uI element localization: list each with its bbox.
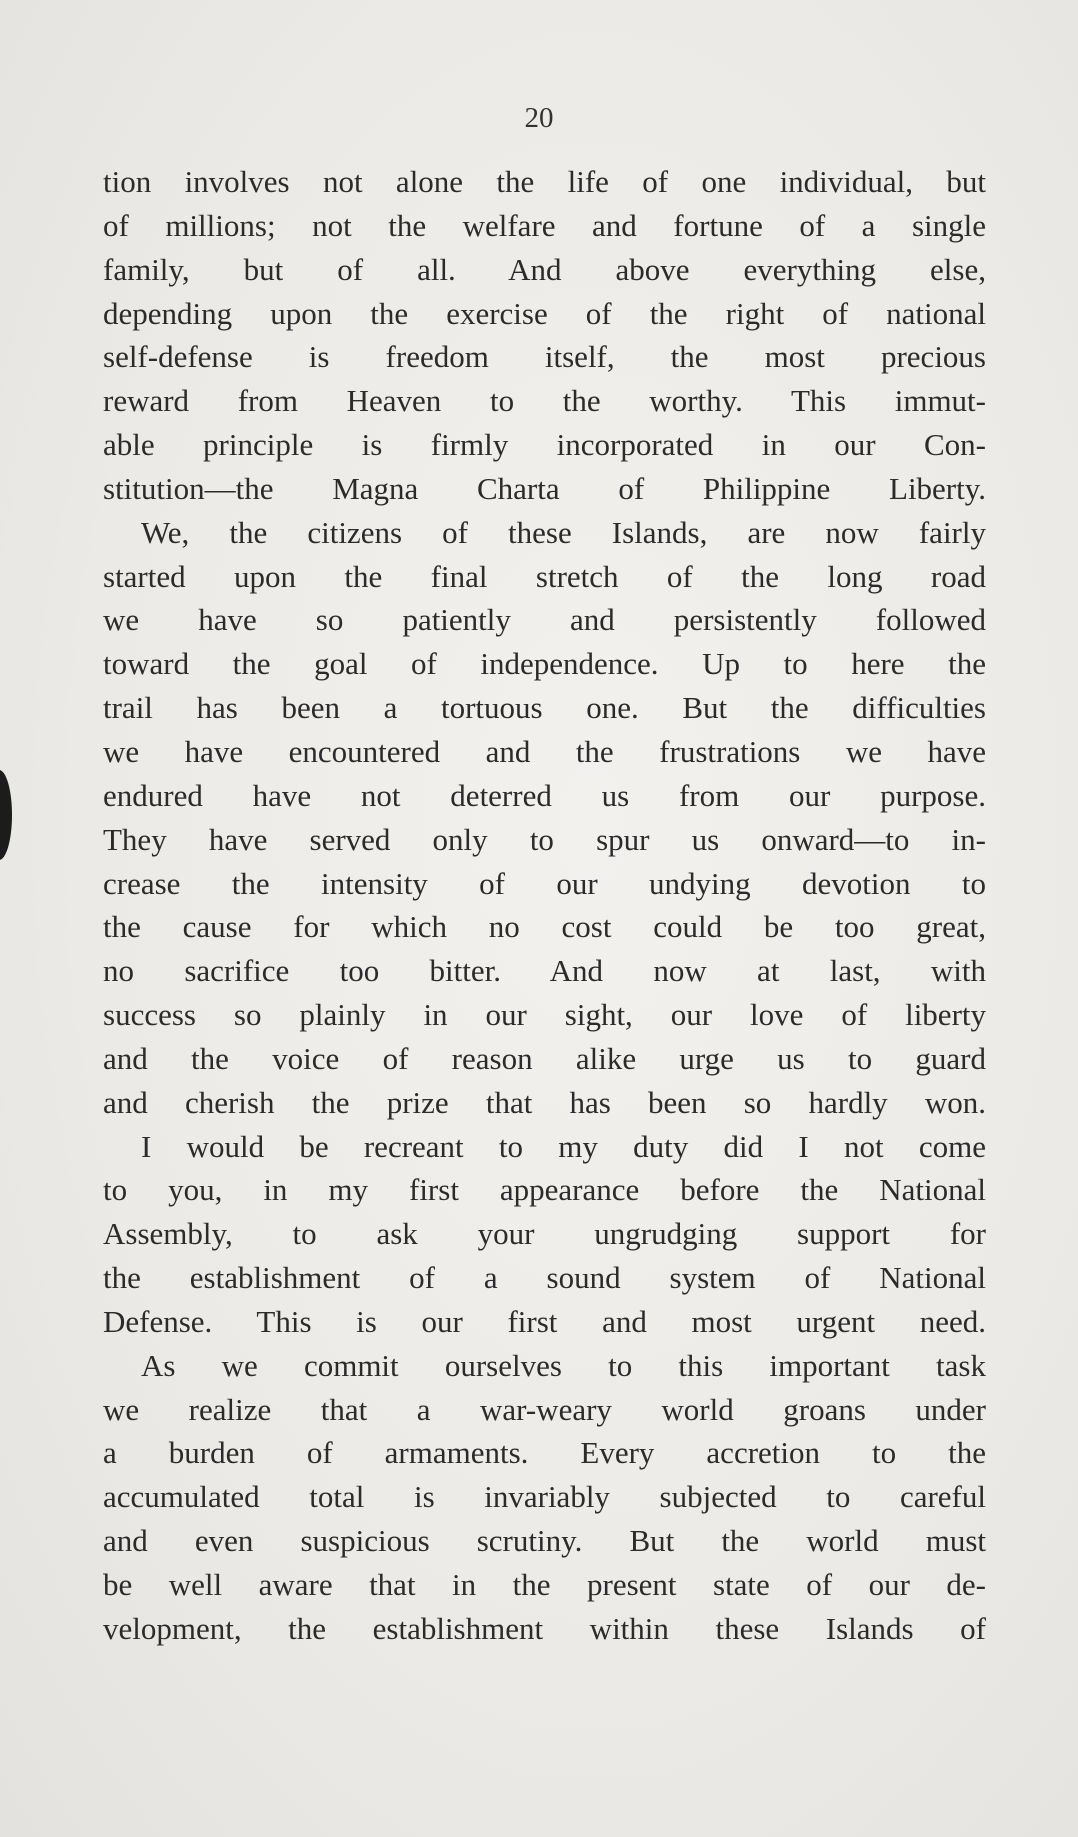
text-line: Assembly, to ask your ungrudging support for [103, 1216, 986, 1252]
paragraph-2 [103, 511, 986, 1125]
text-line: the cause for which no cost could be too great, [103, 909, 986, 945]
text-line: and even suspicious scrutiny. But the world must [103, 1523, 986, 1559]
text-line: be well aware that in the present state of our de- [103, 1567, 986, 1602]
text-line: to you, in my first appearance before the National [103, 1172, 986, 1208]
text-line: self-defense is freedom itself, the most precious [103, 339, 986, 375]
paragraph-3 [103, 1125, 986, 1344]
text-line: I would be recreant to my duty did I not come [141, 1128, 986, 1164]
text-line: crease the intensity of our undying devotion to [103, 865, 986, 901]
text-line: velopment, the establishment within these Islands of [103, 1610, 986, 1646]
text-line: As we commit ourselves to this important task [141, 1347, 986, 1383]
page-number: 20 [524, 102, 554, 134]
text-line: We, the citizens of these Islands, are now fairly [141, 514, 986, 550]
binding-hole-mark [0, 770, 12, 860]
text-line: no sacrifice too bitter. And now at last, with [103, 953, 986, 989]
text-line: accumulated total is invariably subjected to careful [103, 1479, 986, 1515]
text-line: Defense. This is our first and most urgent need. [103, 1303, 986, 1339]
text-line: depending upon the exercise of the right of national [103, 295, 986, 331]
text-line: success so plainly in our sight, our love of liberty [103, 997, 986, 1033]
text-line: trail has been a tortuous one. But the difficulties [103, 690, 986, 726]
text-line: They have served only to spur us onward—to in- [103, 821, 986, 857]
text-line: started upon the final stretch of the long road [103, 558, 986, 594]
text-line: tion involves not alone the life of one individual, but [103, 164, 986, 199]
text-line: we realize that a war-weary world groans under [103, 1391, 986, 1427]
text-line: endured have not deterred us from our purpose. [103, 777, 986, 813]
body-text [103, 160, 986, 1651]
text-line: we have encountered and the frustrations we have [103, 733, 986, 769]
text-line: able principle is firmly incorporated in our Con- [103, 427, 986, 463]
text-line: and cherish the prize that has been so hardly won. [103, 1084, 986, 1120]
text-line: of millions; not the welfare and fortune of a single [103, 207, 986, 243]
text-line: we have so patiently and persistently followed [103, 602, 986, 638]
text-line: toward the goal of independence. Up to here the [103, 646, 986, 682]
text-line: family, but of all. And above everything else, [103, 251, 986, 287]
text-line: the establishment of a sound system of National [103, 1260, 986, 1296]
text-line: stitution—the Magna Charta of Philippine Liberty. [103, 470, 986, 506]
text-line: a burden of armaments. Every accretion to the [103, 1435, 986, 1471]
text-line: and the voice of reason alike urge us to guard [103, 1040, 986, 1076]
paragraph-1 [103, 160, 986, 511]
paragraph-4 [103, 1344, 986, 1651]
text-line: reward from Heaven to the worthy. This immut- [103, 383, 986, 419]
